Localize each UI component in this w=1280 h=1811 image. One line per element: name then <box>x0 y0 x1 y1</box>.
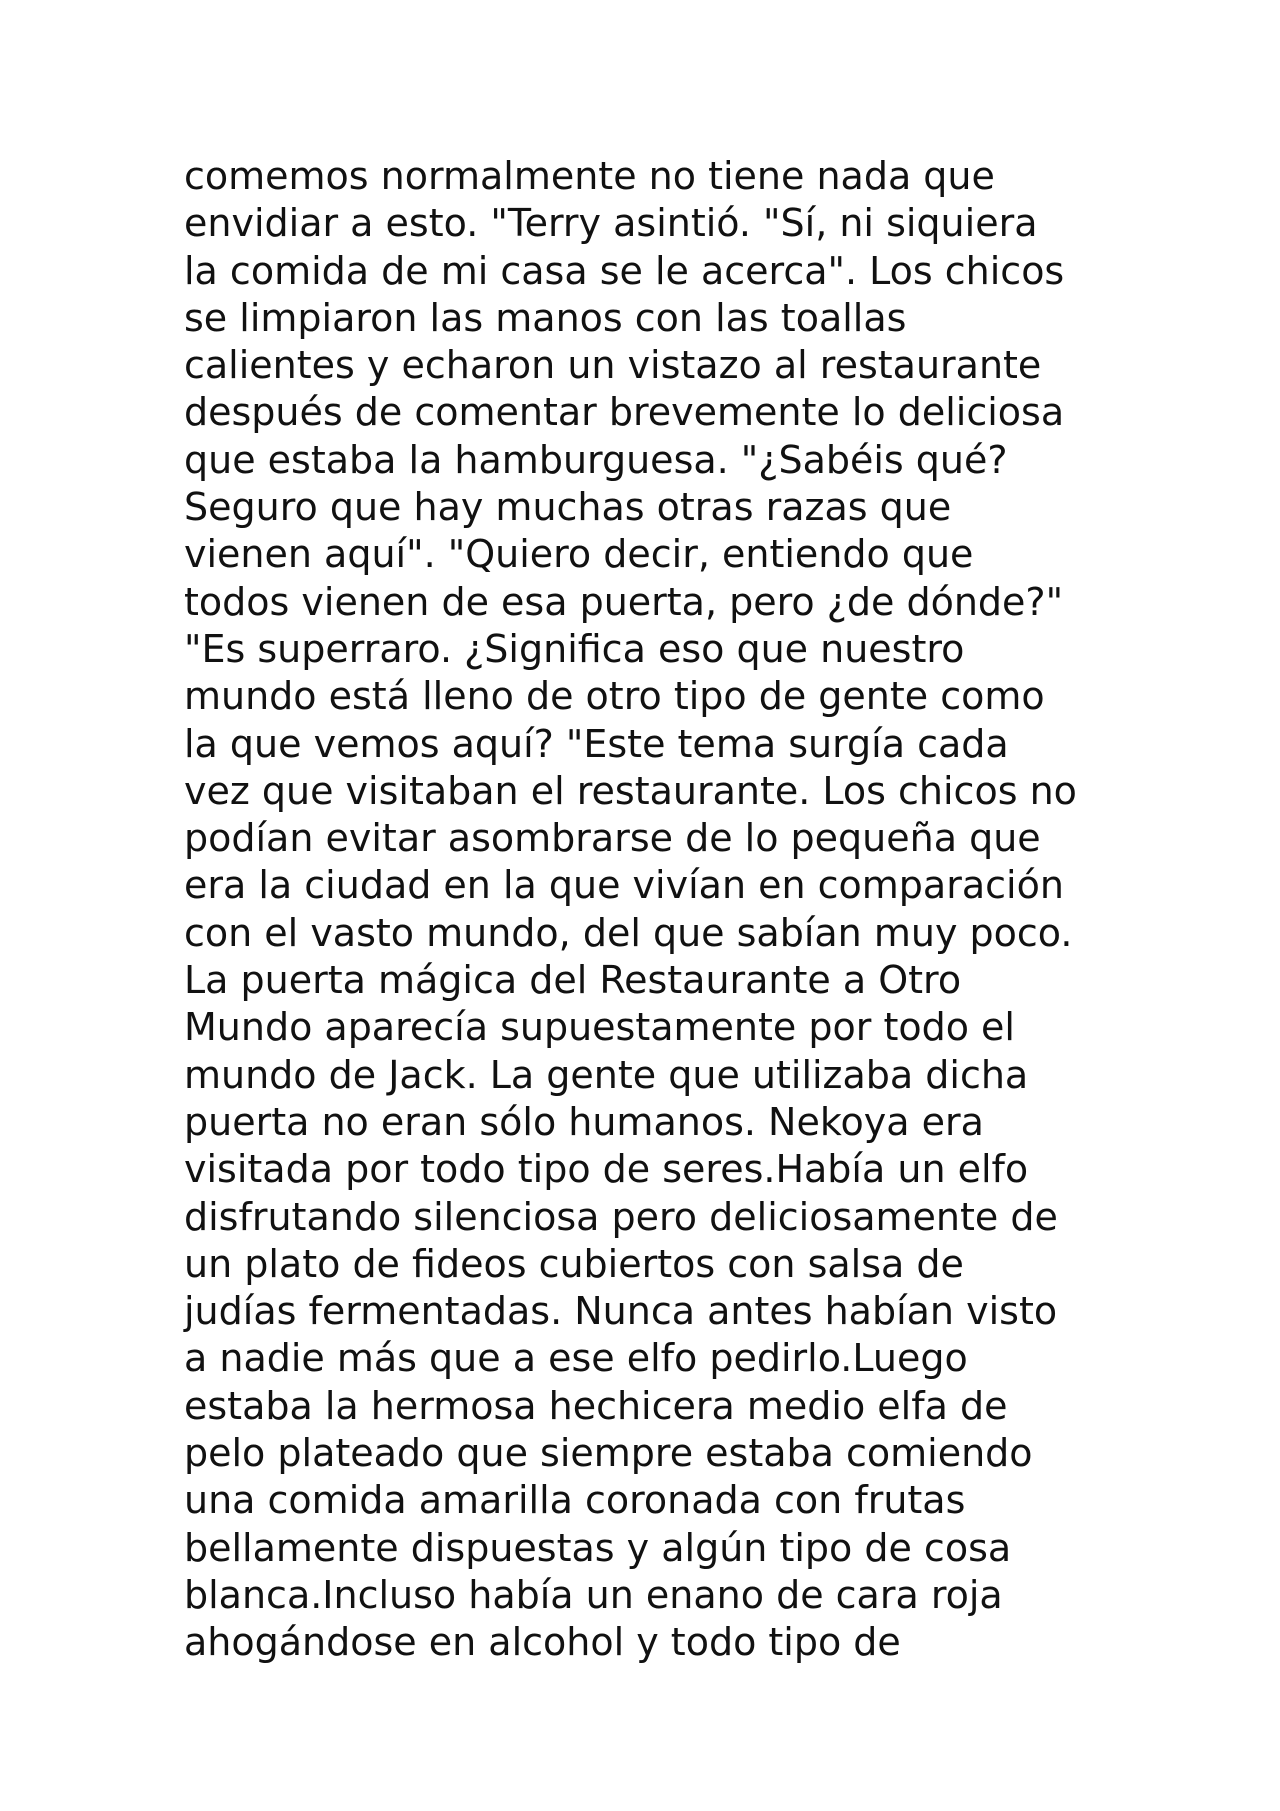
text-line: se limpiaron las manos con las toallas <box>184 295 907 340</box>
text-line: puerta no eran sólo humanos. Nekoya era <box>184 1099 984 1144</box>
text-line: la que vemos aquí? "Este tema surgía cada <box>184 721 1009 766</box>
text-line: visitada por todo tipo de seres.Había un elfo <box>184 1147 1029 1192</box>
text-line: mundo de Jack. La gente que utilizaba dicha <box>184 1052 1029 1097</box>
text-line: bellamente dispuestas y algún tipo de cosa <box>184 1525 1012 1570</box>
text-line: estaba la hermosa hechicera medio elfa de <box>184 1383 1008 1428</box>
text-line: La puerta mágica del Restaurante a Otro <box>184 958 962 1003</box>
text-line: con el vasto mundo, del que sabían muy poco. <box>184 910 1073 955</box>
text-line: Mundo aparecía supuestamente por todo el <box>184 1005 1015 1050</box>
text-line: a nadie más que a ese elfo pedirlo.Luego <box>184 1336 968 1381</box>
text-line: vez que visitaban el restaurante. Los chicos no <box>184 768 1077 813</box>
text-line: una comida amarilla coronada con frutas <box>184 1478 966 1523</box>
text-line: pelo plateado que siempre estaba comiendo <box>184 1431 1033 1476</box>
text-line: la comida de mi casa se le acerca". Los chicos <box>184 248 1065 293</box>
text-line: envidiar a esto. "Terry asintió. "Sí, ni siquiera <box>184 201 1038 246</box>
text-line: blanca.Incluso había un enano de cara roja <box>184 1572 1003 1617</box>
text-line: judías fermentadas. Nunca antes habían visto <box>184 1289 1058 1334</box>
text-line: que estaba la hamburguesa. "¿Sabéis qué? <box>184 437 1008 482</box>
text-line: Seguro que hay muchas otras razas que <box>184 485 952 530</box>
text-line: podían evitar asombrarse de lo pequeña que <box>184 816 1041 861</box>
text-line: disfrutando silenciosa pero deliciosamente de <box>184 1194 1058 1239</box>
body-text <box>184 153 1184 1667</box>
text-line: comemos normalmente no tiene nada que <box>184 154 995 198</box>
text-line: mundo está lleno de otro tipo de gente como <box>184 674 1045 719</box>
text-line: ahogándose en alcohol y todo tipo de <box>184 1620 901 1665</box>
text-line: era la ciudad en la que vivían en comparación <box>184 863 1064 908</box>
text-line: calientes y echaron un vistazo al restaurante <box>184 343 1042 388</box>
text-line: vienen aquí". "Quiero decir, entiendo que <box>184 532 974 577</box>
text-line: "Es superraro. ¿Significa eso que nuestro <box>184 626 965 671</box>
text-line: un plato de fideos cubiertos con salsa de <box>184 1241 964 1286</box>
text-line: después de comentar brevemente lo deliciosa <box>184 390 1065 435</box>
text-line: todos vienen de esa puerta, pero ¿de dónde?" <box>184 579 1064 624</box>
